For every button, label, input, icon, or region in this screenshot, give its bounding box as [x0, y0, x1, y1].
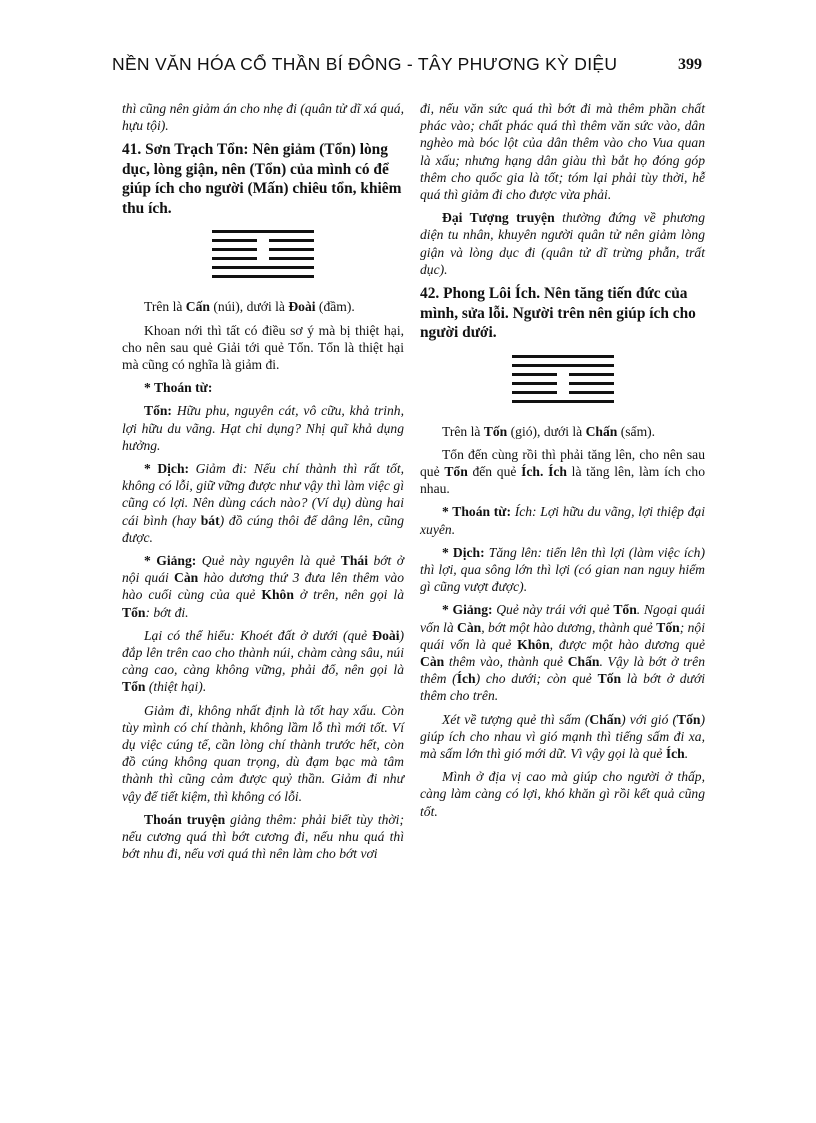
- term: Càn: [420, 653, 445, 669]
- dich-paragraph: [122, 460, 404, 546]
- label: * Thoán từ:: [442, 504, 511, 520]
- text-span: thường đứng về phương diện tu nhân, khuyên người quân tử nên giảm lòng giận và lòng dục đi (quân tử dĩ trừng phẫn, trất dục).: [420, 210, 705, 277]
- term: Chấn: [589, 711, 622, 727]
- text-span: Ích: Lợi hữu du vãng, lợi thiệp đại xuyên.: [420, 504, 705, 537]
- text-span: giảng thêm: phải biết tùy thời; nếu cương quá thì bớt cương đi, nếu nhu quá thì bớt nhu đi, nếu vơi quá thì nên làm cho bớt vơi: [122, 811, 404, 862]
- text-span: (gió), dưới là: [507, 423, 586, 439]
- term: Càn: [457, 619, 482, 635]
- giam-paragraph: Giảm đi, không nhất định là tốt hay xấu. Còn tùy mình có chí thành, không lầm lỗ thì mới tốt. Ví dụ việc cúng tế, cần lòng chí thành trước hết, còn đồ cúng không quan trọng, dù đạm bạc mà tâm thành thì cũng cảm được quỷ thần. Giảm đi như vậy để tiết kiệm, thì không có lỗi.: [122, 702, 404, 804]
- term: Khôn: [517, 636, 550, 652]
- yin-line: [512, 373, 614, 376]
- term: Ích: [665, 745, 685, 761]
- text-span: ) cho dưới; còn quẻ: [475, 671, 598, 687]
- text-span: (núi), dưới là: [209, 299, 289, 315]
- term: Chấn: [567, 653, 600, 669]
- page-number: 399: [678, 56, 702, 73]
- text-span: , bớt một hào dương, thành quẻ: [481, 619, 657, 635]
- running-title: NỀN VĂN HÓA CỔ THẦN BÍ ĐÔNG - TÂY PHƯƠNG KỲ DIỆU: [112, 54, 618, 74]
- text-span: ) giúp ích cho nhau vì gió mạnh thì tiếng sấm đi xa, mà sấm lớn thì gió mới dữ. Vì vậy gọi là quẻ: [420, 711, 705, 761]
- yang-line: [512, 355, 614, 358]
- text-span: , được một hào dương quẻ: [549, 636, 706, 652]
- page-header: [112, 48, 710, 78]
- thoan-tu-paragraph: [420, 503, 705, 537]
- label: Tổn:: [144, 403, 172, 419]
- text-span: Quẻ này trái với quẻ: [492, 602, 614, 618]
- yin-line: [212, 239, 314, 242]
- label: * Dịch:: [442, 544, 485, 560]
- giang-paragraph: [420, 601, 705, 704]
- term: Thái: [340, 553, 368, 569]
- text-span: Quẻ này nguyên là quẻ: [196, 553, 341, 569]
- text-span: ; nội quái vốn là quẻ: [420, 619, 706, 652]
- text-span: Tổn đến cùng rồi thì phải tăng lên, cho nên sau quẻ: [420, 446, 705, 479]
- term: bát: [200, 512, 220, 528]
- section-heading-41: 41. Sơn Trạch Tổn: Nên giảm (Tổn) lòng dục, lòng giận, nên (Tổn) của mình có để giúp ích cho người (Mấn) chiêu tổn, khiêm thu ích.: [122, 141, 402, 217]
- xet-paragraph: [420, 711, 705, 763]
- term: Tốn: [483, 423, 508, 439]
- term: Tốn: [677, 711, 701, 727]
- yang-line: [512, 400, 614, 403]
- dai-tuong-paragraph: [420, 209, 705, 278]
- text-span: (đầm).: [315, 299, 355, 315]
- ton-den-paragraph: [420, 446, 705, 498]
- section-heading-42: 42. Phong Lôi Ích. Nên tăng tiến đức của mình, sửa lỗi. Người trên nên giúp ích cho người dưới.: [420, 285, 696, 342]
- text-span: ) với gió (: [621, 711, 678, 727]
- text-span: bớt ở nội quái: [122, 553, 405, 586]
- intro-paragraph: thì cũng nên giảm án cho nhẹ đi (quân tử dĩ xá quá, hựu tội).: [122, 101, 404, 134]
- label: Thoán truyện: [144, 811, 226, 827]
- label: Đại Tượng truyện: [442, 210, 555, 226]
- term: Đoài: [288, 299, 316, 315]
- yang-line: [512, 364, 614, 367]
- khoan-paragraph: Khoan nới thì tất có điều sơ ý mà bị thiệt hại, cho nên sau quẻ Giải tới quẻ Tổn. Tổn là thiệt hại mà cũng có nghĩa là giảm đi.: [122, 322, 404, 373]
- label: * Giảng:: [144, 553, 197, 569]
- label: * Giảng:: [442, 602, 493, 618]
- term: Tổn: [122, 604, 146, 620]
- term: Cấn: [185, 299, 210, 315]
- term: Tổn: [444, 463, 468, 479]
- text-span: (sấm).: [617, 423, 656, 439]
- text-span: thêm vào, thành quẻ: [444, 653, 568, 669]
- term: Đoài: [372, 627, 400, 643]
- yang-line: [212, 230, 314, 233]
- yang-line: [212, 266, 314, 269]
- dich-paragraph: [420, 544, 705, 596]
- right-column: [420, 100, 705, 826]
- hexagram-ton-icon: [212, 230, 314, 278]
- text-span: đến quẻ: [467, 463, 522, 479]
- text-span: : bớt đi.: [145, 604, 189, 620]
- text-span: (thiệt hại).: [145, 679, 207, 695]
- ton-paragraph: [122, 402, 404, 454]
- hexagram-ich-icon: [512, 355, 614, 403]
- thoan-truyen-paragraph: [122, 811, 404, 863]
- yang-line: [212, 275, 314, 278]
- trigrams-paragraph: [122, 298, 404, 315]
- text-span: Xét về tượng quẻ thì sấm (: [442, 711, 590, 727]
- term: Tổn: [122, 679, 146, 695]
- term: Ích. Ích: [521, 463, 567, 479]
- term: Chấn: [585, 423, 618, 439]
- term: Tổn: [613, 602, 637, 618]
- label: * Thoán từ:: [144, 380, 213, 396]
- yin-line: [512, 382, 614, 385]
- trigrams-paragraph: [420, 423, 705, 440]
- term: Khôn: [261, 587, 294, 603]
- text-span: Trên là: [144, 299, 186, 315]
- yin-line: [512, 391, 614, 394]
- text-span: hào dương thứ 3 đưa lên thêm vào hào cuối cùng của quẻ: [122, 570, 404, 603]
- continuation-paragraph: đi, nếu văn sức quá thì bớt đi mà thêm phần chất phác vào; chất phác quá thì thêm văn sức vào, dân nghèo mà bóc lột của dân thêm vào cho Vua quan là xấu; nhưng hạng dân giàu thì bắt họ đóng góp thêm cho quốc gia là tốt; tóm lại phải tùy thời, hễ quá thì giảm đi cho được vừa phải.: [420, 101, 705, 203]
- text-span: Hữu phu, nguyên cát, vô cữu, khả trinh, lợi hữu du vãng. Hạt chi dụng? Nhị quĩ khả dụng hưởng.: [122, 403, 404, 453]
- term: Tốn: [656, 619, 680, 635]
- text-span: Trên là: [442, 423, 484, 439]
- text-span: ) đắp lên trên cao cho thành núi, chàm càng sâu, núi càng cao, càng không vững, phải đổ, nên gọi là: [122, 627, 404, 678]
- left-column: [122, 100, 404, 869]
- label: * Dịch:: [144, 461, 190, 477]
- text-span: ) đồ cúng thôi để dâng lên, cũng được.: [122, 512, 405, 545]
- text-span: Lại có thể hiểu: Khoét đất ở dưới (quẻ: [144, 627, 373, 643]
- text-span: Giảm đi: Nếu chí thành thì rất tốt, không có lỗi, giữ vững được như vậy thì làm việc gì cũng có lợi. Nên dùng cách nào? (Ví dụ) dùng hai cái bình (hay: [122, 461, 404, 528]
- text-span: . Ngoại quái vốn là: [420, 602, 705, 635]
- lai-paragraph: [122, 627, 404, 696]
- term: Càn: [174, 570, 199, 586]
- text-span: ở trên, nên gọi là: [293, 587, 404, 603]
- yin-line: [212, 248, 314, 251]
- text-span: là tăng lên, làm ích cho nhau.: [420, 463, 705, 497]
- term: Tốn: [597, 671, 622, 687]
- yin-line: [212, 257, 314, 260]
- thoan-tu-label: [122, 379, 404, 396]
- text-span: là bớt ở dưới thêm cho trên.: [420, 671, 705, 704]
- text-span: Tăng lên: tiến lên thì lợi (làm việc ích) thì lợi, qua sông lớn thì lợi (có gian nan nguy hiểm gì cũng vượt được).: [420, 544, 706, 595]
- text-span: . Vậy là bớt ở trên thêm (: [420, 653, 705, 687]
- term: Ích: [456, 671, 476, 687]
- text-span: .: [684, 745, 689, 761]
- giang-paragraph: [122, 552, 404, 621]
- minh-paragraph: Mình ở địa vị cao mà giúp cho người ở thấp, càng làm càng có lợi, khó khăn gì rồi kết quả cũng tốt.: [420, 769, 705, 819]
